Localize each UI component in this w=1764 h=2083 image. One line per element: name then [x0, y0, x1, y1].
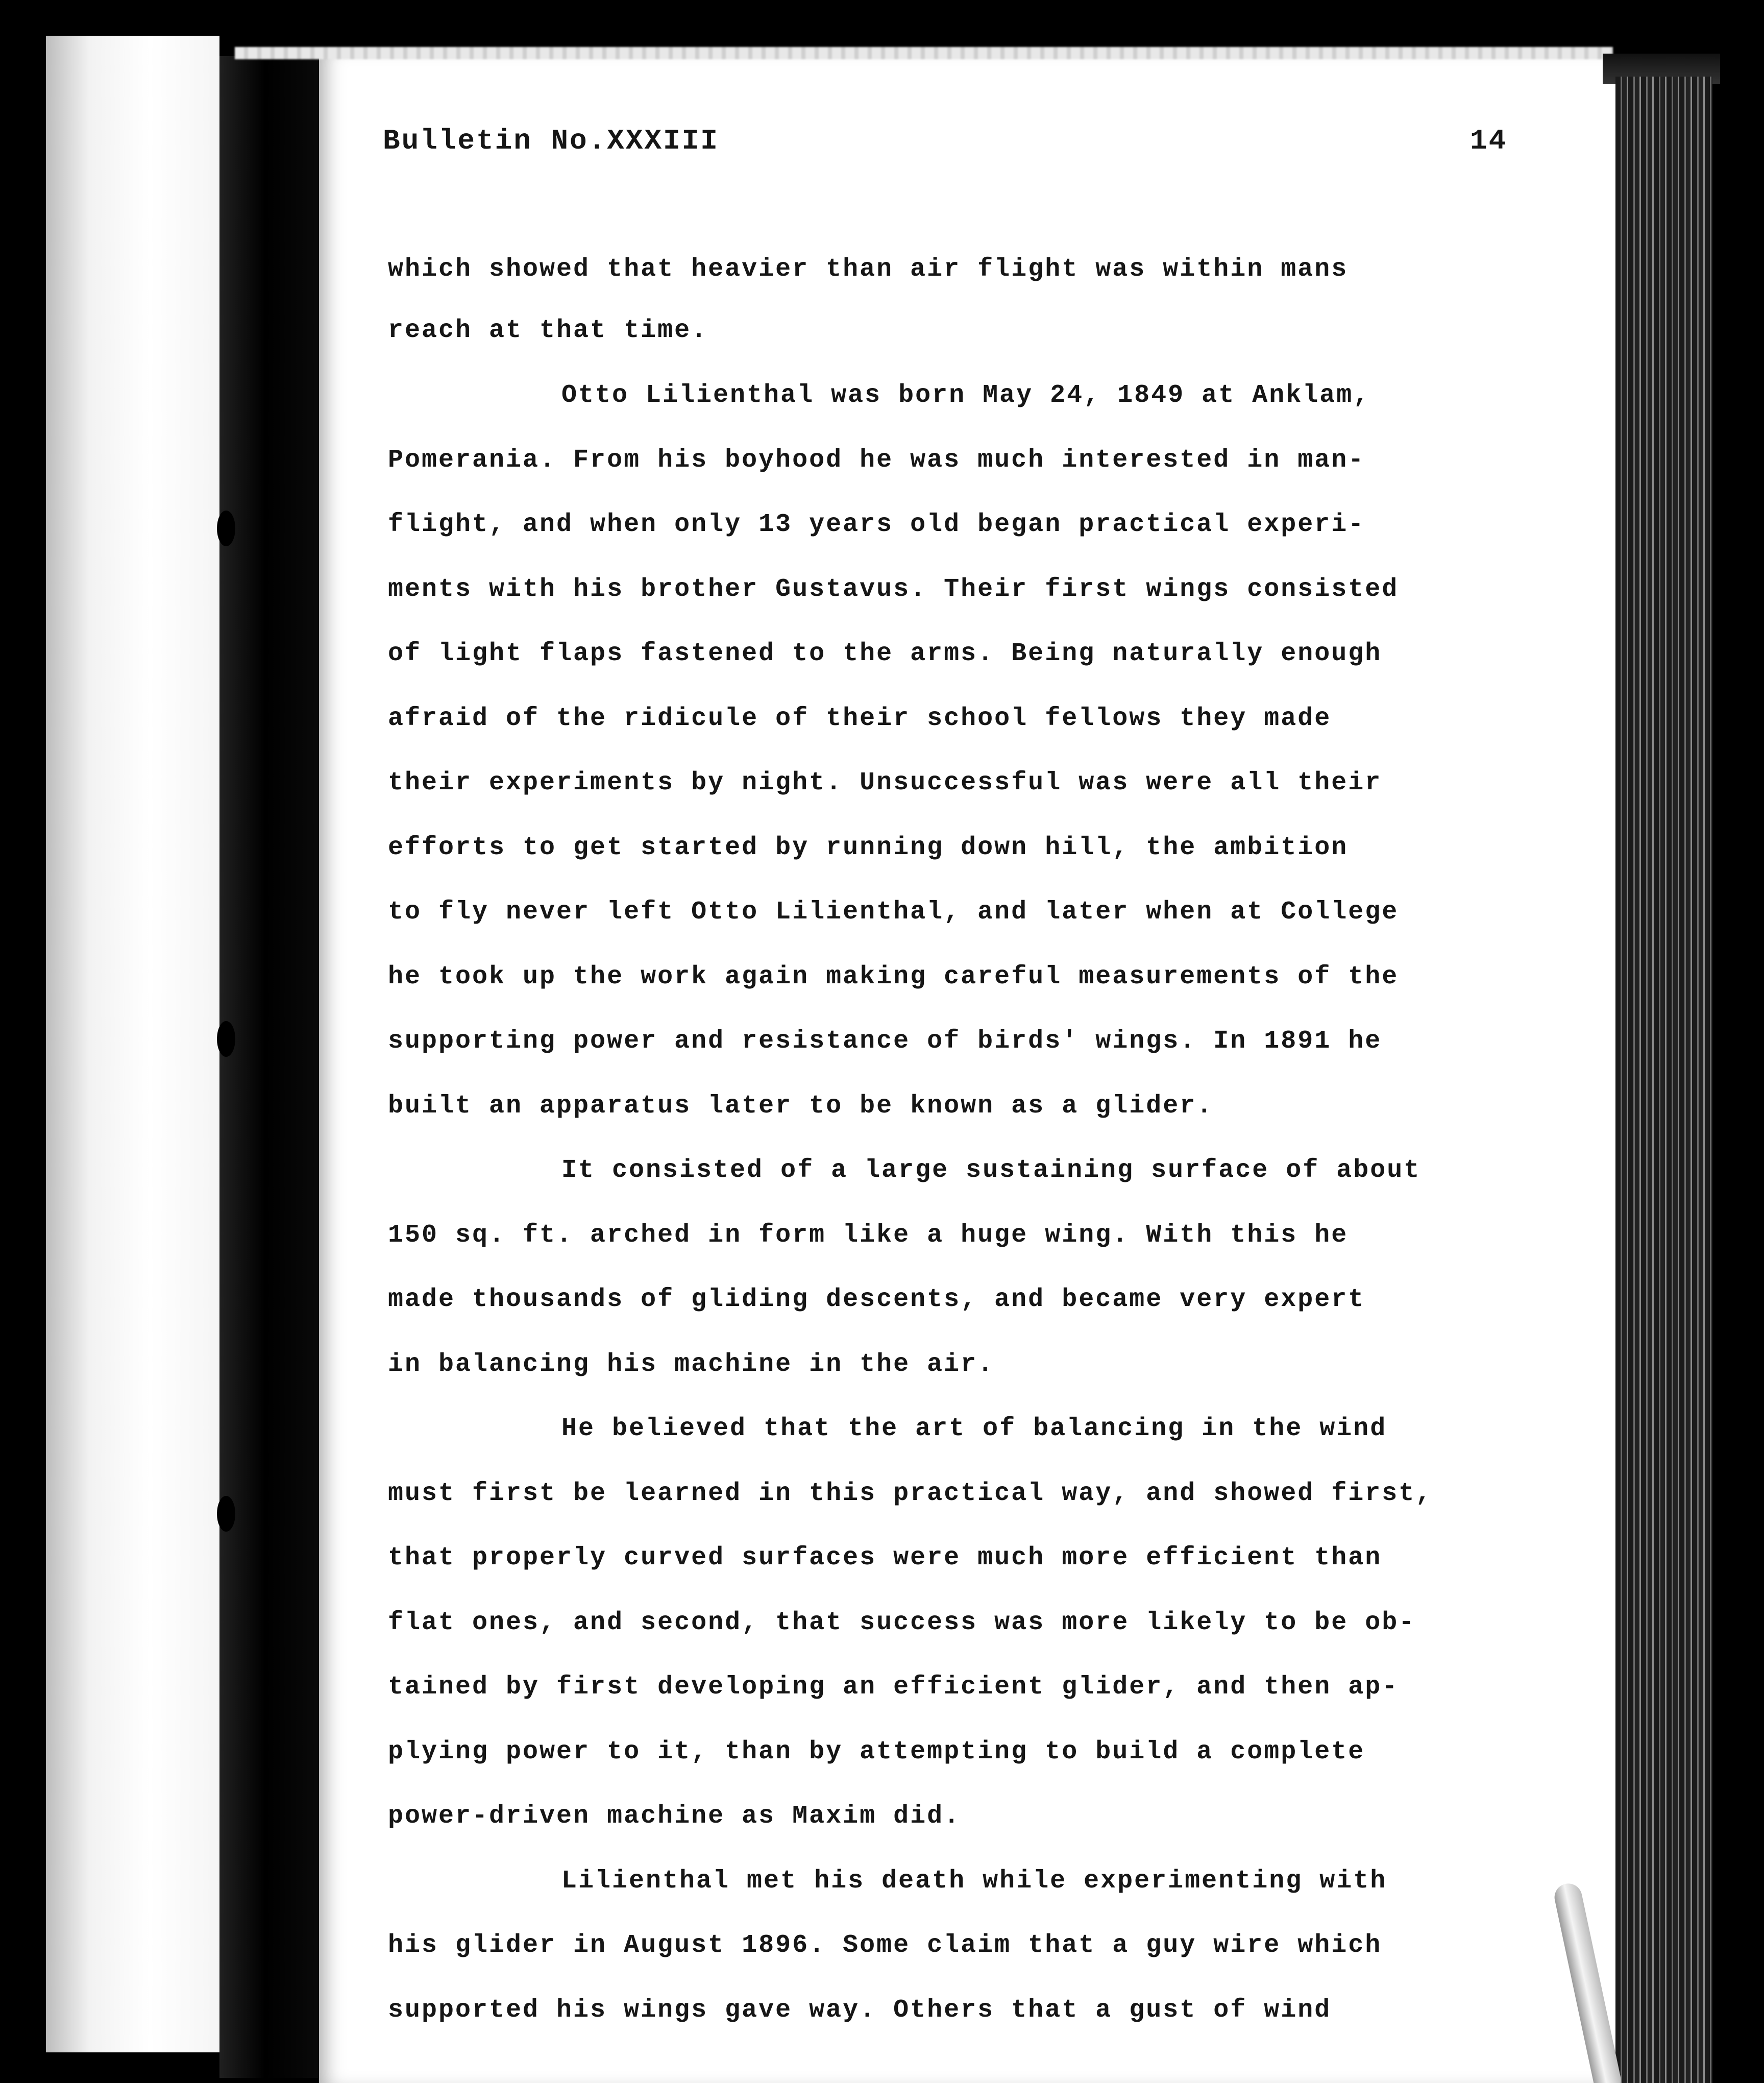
- text-line: It consisted of a large sustaining surface of about: [561, 1156, 1421, 1185]
- text-line: his glider in August 1896. Some claim that a guy wire which: [388, 1931, 1382, 1960]
- book-gutter: [219, 56, 322, 2078]
- text-line: supported his wings gave way. Others that a gust of wind: [388, 1996, 1332, 2025]
- bulletin-header: Bulletin No.XXXIII: [383, 125, 719, 157]
- text-line: must first be learned in this practical way, and showed first,: [388, 1479, 1433, 1508]
- text-line: of light flaps fastened to the arms. Being naturally enough: [388, 639, 1382, 668]
- text-line: flat ones, and second, that success was more likely to be ob-: [388, 1608, 1416, 1637]
- binding-thread-mark: [217, 1496, 235, 1532]
- binding-thread-mark: [217, 511, 235, 546]
- text-line: he took up the work again making careful measurements of the: [388, 962, 1399, 991]
- text-line: supporting power and resistance of birds' wings. In 1891 he: [388, 1027, 1382, 1056]
- text-line: which showed that heavier than air flight was within mans: [388, 255, 1349, 284]
- text-line: efforts to get started by running down hill, the ambition: [388, 833, 1349, 862]
- text-line: 150 sq. ft. arched in form like a huge wing. With this he: [388, 1221, 1349, 1250]
- text-line: to fly never left Otto Lilienthal, and later when at College: [388, 898, 1399, 927]
- text-line: tained by first developing an efficient glider, and then ap-: [388, 1673, 1399, 1702]
- text-line: reach at that time.: [388, 316, 708, 345]
- text-line: plying power to it, than by attempting to build a complete: [388, 1737, 1365, 1766]
- text-line: ments with his brother Gustavus. Their first wings consisted: [388, 575, 1399, 604]
- text-line: power-driven machine as Maxim did.: [388, 1802, 961, 1831]
- text-line: Pomerania. From his boyhood he was much interested in man-: [388, 446, 1365, 475]
- typed-page: [319, 54, 1615, 2083]
- page-number: 14: [1470, 125, 1508, 157]
- text-line: their experiments by night. Unsuccessful was were all their: [388, 768, 1382, 797]
- text-line: in balancing his machine in the air.: [388, 1350, 995, 1379]
- text-line: afraid of the ridicule of their school fellows they made: [388, 704, 1332, 733]
- text-line: built an apparatus later to be known as a glider.: [388, 1092, 1214, 1121]
- text-line: Lilienthal met his death while experimenting with: [561, 1867, 1387, 1896]
- binding-thread-mark: [217, 1021, 235, 1057]
- text-line: Otto Lilienthal was born May 24, 1849 at Anklam,: [561, 381, 1370, 410]
- text-line: flight, and when only 13 years old began practical experi-: [388, 510, 1365, 539]
- text-line: made thousands of gliding descents, and became very expert: [388, 1285, 1365, 1314]
- page-stack-edges: [1615, 77, 1712, 2083]
- text-line: He believed that the art of balancing in the wind: [561, 1414, 1387, 1443]
- previous-page-edge: [46, 36, 219, 2052]
- text-line: that properly curved surfaces were much more efficient than: [388, 1543, 1382, 1572]
- frayed-page-top: [235, 47, 1613, 59]
